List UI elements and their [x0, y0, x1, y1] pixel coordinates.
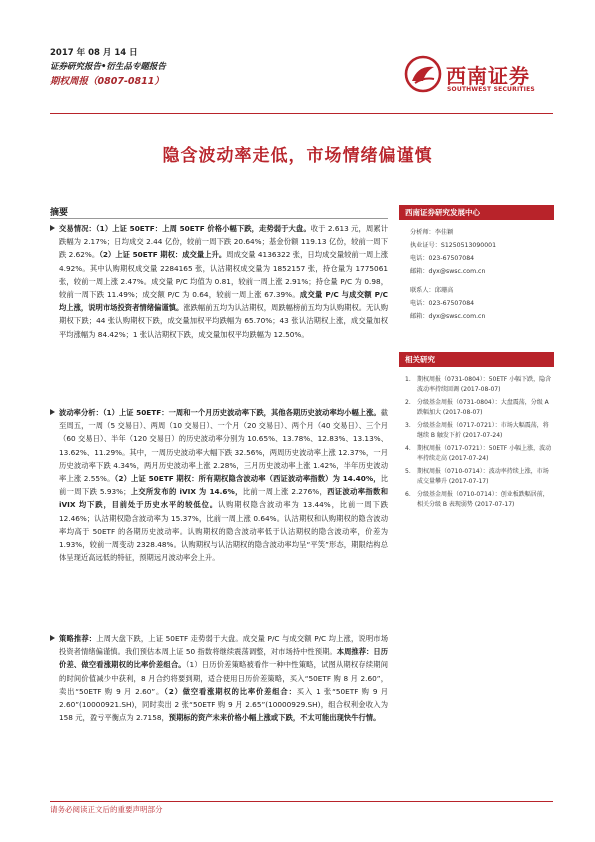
list-item[interactable] — [399, 398, 554, 418]
abstract-trading-paragraph — [50, 222, 388, 341]
trading-text-3: 涨跌幅前五均为认沽期权，周跌幅榜前五均为认购期权。无认购期权下跌；44 张认购期权下跌，成交量加权平均跌幅为 65.70%；43 张认沽期权上涨，成交量加权平均涨幅为 84.42%；1 张认沽期权下跌，成交量加权平均跌幅为 12.50%。 — [59, 303, 389, 339]
item-text: 分级基金周报（0717-0721）：市场大幅震荡，将继续 B 触发下折 (2017-07-24) — [417, 422, 549, 439]
list-item[interactable] — [399, 421, 554, 441]
item-text: 期权周报（0710-0714）：波动率持续上涨，市场成交量攀升 (2017-07-17) — [417, 468, 549, 485]
bullet-icon — [50, 225, 55, 231]
strategy-bold-2: （2）做空看涨期权的比率价差组合： — [164, 686, 297, 696]
item-text: 期权周报（0717-0721）：50ETF 小幅上涨，波动率持续走高 (2017-07-24) — [417, 445, 552, 462]
item-number: 2. — [405, 399, 411, 406]
header-divider — [50, 113, 553, 114]
item-text: 分级基金周报（0710-0714）：创业板跌幅居前，相关分级 B 表现弱势 (2017-07-17) — [417, 491, 549, 508]
trading-lead: 交易情况： — [59, 224, 96, 233]
contact-email[interactable]: 邮箱：dyx@swsc.com.cn — [410, 313, 486, 320]
report-title: 隐含波动率走低，市场情绪偏谨慎 — [162, 146, 433, 166]
volatility-text-4: 认购期权隐含波动率为 13.44%，比前一周下跌 12.46%；认沽期权隐含波动率为 15.37%，比前一周上涨 0.64%。认沽期权和认购期权的隐含波动率均高于 50ETF 的各期历史波动率。认购期权的隐含波动率低于认沽期权的隐含波动率，价差为 1.93%，较前一周变动 2328.48%。认购期权与认沽期权的隐含波动率均呈“平笑”形态，期限结构总体呈现近高远低的特征，预期远月波动率会上升。 — [59, 500, 388, 563]
item-text: 分级基金周报（0731-0804）：大盘震荡，分级 A 跌幅加大 (2017-08-07) — [417, 399, 549, 416]
item-number: 5. — [405, 468, 411, 475]
paragraph-text — [59, 406, 388, 564]
volatility-text-1: 截至周五，一周（5 交易日）、两周（10 交易日）、一个月（20 交易日）、两个月（40 交易日）、三个月（60 交易日）、半年（120 交易日）的历史波动率分别为 10.65%、13.78%、12.83%、13.13%、13.62%、11.29%。其中，一周历史波动率大幅下跌 32.56%，两周历史波动率上涨 12.37%，一月历史波动率下跌 4.34%，两月历史波动率上涨 2.28%，三月历史波动率上涨 1.42%，半年历史波动率上涨 2.55%。 — [59, 408, 388, 484]
trading-text-1: 收于 2.613 元，周累计跌幅为 2.17%；日均成交 2.44 亿份，较前一周下跌 20.64%；基金份额 119.13 亿份，较前一周下跌 2.62%。 — [59, 224, 389, 260]
trading-bold-1: （1）上证 50ETF：上周 50ETF 价格小幅下跌，走势弱于大盘。 — [95, 224, 311, 233]
logo-mark-icon — [404, 55, 442, 93]
footer-divider — [50, 801, 553, 802]
report-issue: 期权周报（0807-0811） — [50, 76, 164, 87]
strategy-text-1: 上周大盘下跌，上证 50ETF 走势弱于大盘。成交量 P/C 与成交额 P/C 均上涨，说明市场投资者情绪偏谨慎。我们预估本周上证 50 指数将继续震荡调整，对市场持中性预期。 — [59, 634, 389, 657]
research-team-heading: 西南证券研究发展中心 — [399, 205, 554, 220]
related-research-heading: 相关研究 — [399, 352, 554, 367]
item-number: 3. — [405, 422, 411, 429]
logo-name-cn: 西南证券 — [446, 64, 530, 88]
contact-phone: 电话：023-67507084 — [410, 300, 475, 307]
volatility-bold-4: 西证波动率指数和 iVIX 均下跌，目前处于历史水平的较低位。 — [59, 487, 388, 510]
strategy-lead: 策略推荐： — [59, 634, 97, 643]
abstract-volatility-paragraph — [50, 406, 388, 564]
contact-name: 联系人：邱珊高 — [410, 287, 454, 294]
strategy-text-2: （1）日历价差策略被看作一种中性策略，试图从期权存续期间的时间价值减少中获利，8 月合约将要到期，适合使用日历价差策略，买入“50ETF 购 8 月 2.60”，卖出“50ETF 购 9 月 2.60”。 — [59, 660, 388, 696]
analyst-name: 分析师：李佳颖 — [410, 229, 454, 236]
strategy-bold-1: 本周推荐：日历价差、做空看涨期权的比率价差组合。 — [59, 647, 389, 670]
report-header-meta — [50, 46, 166, 89]
item-number: 1. — [405, 376, 411, 383]
related-research-list — [399, 375, 554, 510]
volatility-bold-1: （1）上证 50ETF：一周和一个月历史波动率下跌，其他各期历史波动率均小幅上涨。 — [102, 408, 381, 417]
list-item[interactable] — [399, 490, 554, 510]
trading-bold-3: 成交量 P/C 与成交额 P/C 均上涨，说明市场投资者情绪偏谨慎。 — [59, 290, 388, 313]
footer-disclaimer: 请务必阅读正文后的重要声明部分 — [50, 805, 163, 814]
list-item[interactable] — [399, 467, 554, 487]
volatility-text-2: 比前一周下跌 5.93%； — [59, 474, 389, 497]
company-logo — [404, 55, 554, 99]
report-date: 2017 年 08 月 14 日 — [50, 48, 138, 58]
strategy-bold-3: 预期标的资产未来价格小幅上涨或下跌，不太可能出现快牛行情。 — [168, 713, 381, 723]
bullet-icon — [50, 409, 55, 415]
volatility-text-3: 比前一周上涨 2.276%， — [242, 487, 328, 497]
item-text: 期权周报（0731-0804）：50ETF 小幅下跌，隐含波动率持续回调 (2017-08-07) — [417, 376, 552, 393]
strategy-text-3: 买入 1 张“50ETF 购 9 月 2.60”(10000921.SH)，同时卖出 2 张“50ETF 购 9 月 2.65”(10000929.SH)，组合权利金收入为 158 元，盈亏平衡点为 2.7158， — [59, 686, 389, 723]
trading-bold-2: （2）上证 50ETF 期权：成交量上升。 — [99, 250, 227, 260]
paragraph-text — [59, 222, 388, 341]
report-category: 证券研究报告•衍生品专题报告 — [50, 62, 166, 72]
analyst-license: 执业证号：S1250513090001 — [410, 242, 497, 249]
volatility-bold-3: 上交所发布的 iVIX 为 14.6%， — [130, 487, 243, 497]
paragraph-text — [59, 632, 388, 724]
bullet-icon — [50, 635, 55, 641]
logo-name-en: SOUTHWEST SECURITIES — [447, 86, 535, 93]
volatility-lead: 波动率分析： — [59, 408, 103, 417]
trading-text-2: 周成交量 4136322 张，日均成交量较前一周上涨 4.92%。其中认购期权成交量 2284165 张，认沽期权成交量为 1852157 张，持仓量为 1775061 张，较前一周上涨 2.47%。成交量 P/C 均值为 0.81，较前一周上涨 2.91%；持仓量 P/C 为 0.98，较前一周下跌 11.49%；成交额 P/C 为 0.64，较前一周上涨 67.39%。 — [59, 250, 389, 300]
research-team-box — [399, 205, 554, 323]
volatility-bold-2: （2）上证 50ETF 期权：所有期权隐含波动率（西证波动率指数）为 14.40%， — [114, 474, 381, 484]
item-number: 4. — [405, 445, 411, 452]
item-number: 6. — [405, 491, 411, 498]
list-item[interactable] — [399, 375, 554, 395]
abstract-divider — [50, 218, 388, 219]
list-item[interactable] — [399, 444, 554, 464]
analyst-email[interactable]: 邮箱：dyx@swsc.com.cn — [410, 268, 486, 275]
related-research-box — [399, 352, 554, 513]
abstract-strategy-paragraph — [50, 632, 388, 724]
abstract-heading: 摘要 — [50, 208, 69, 218]
contact-info — [399, 226, 554, 323]
analyst-phone: 电话：023-67507084 — [410, 255, 475, 262]
